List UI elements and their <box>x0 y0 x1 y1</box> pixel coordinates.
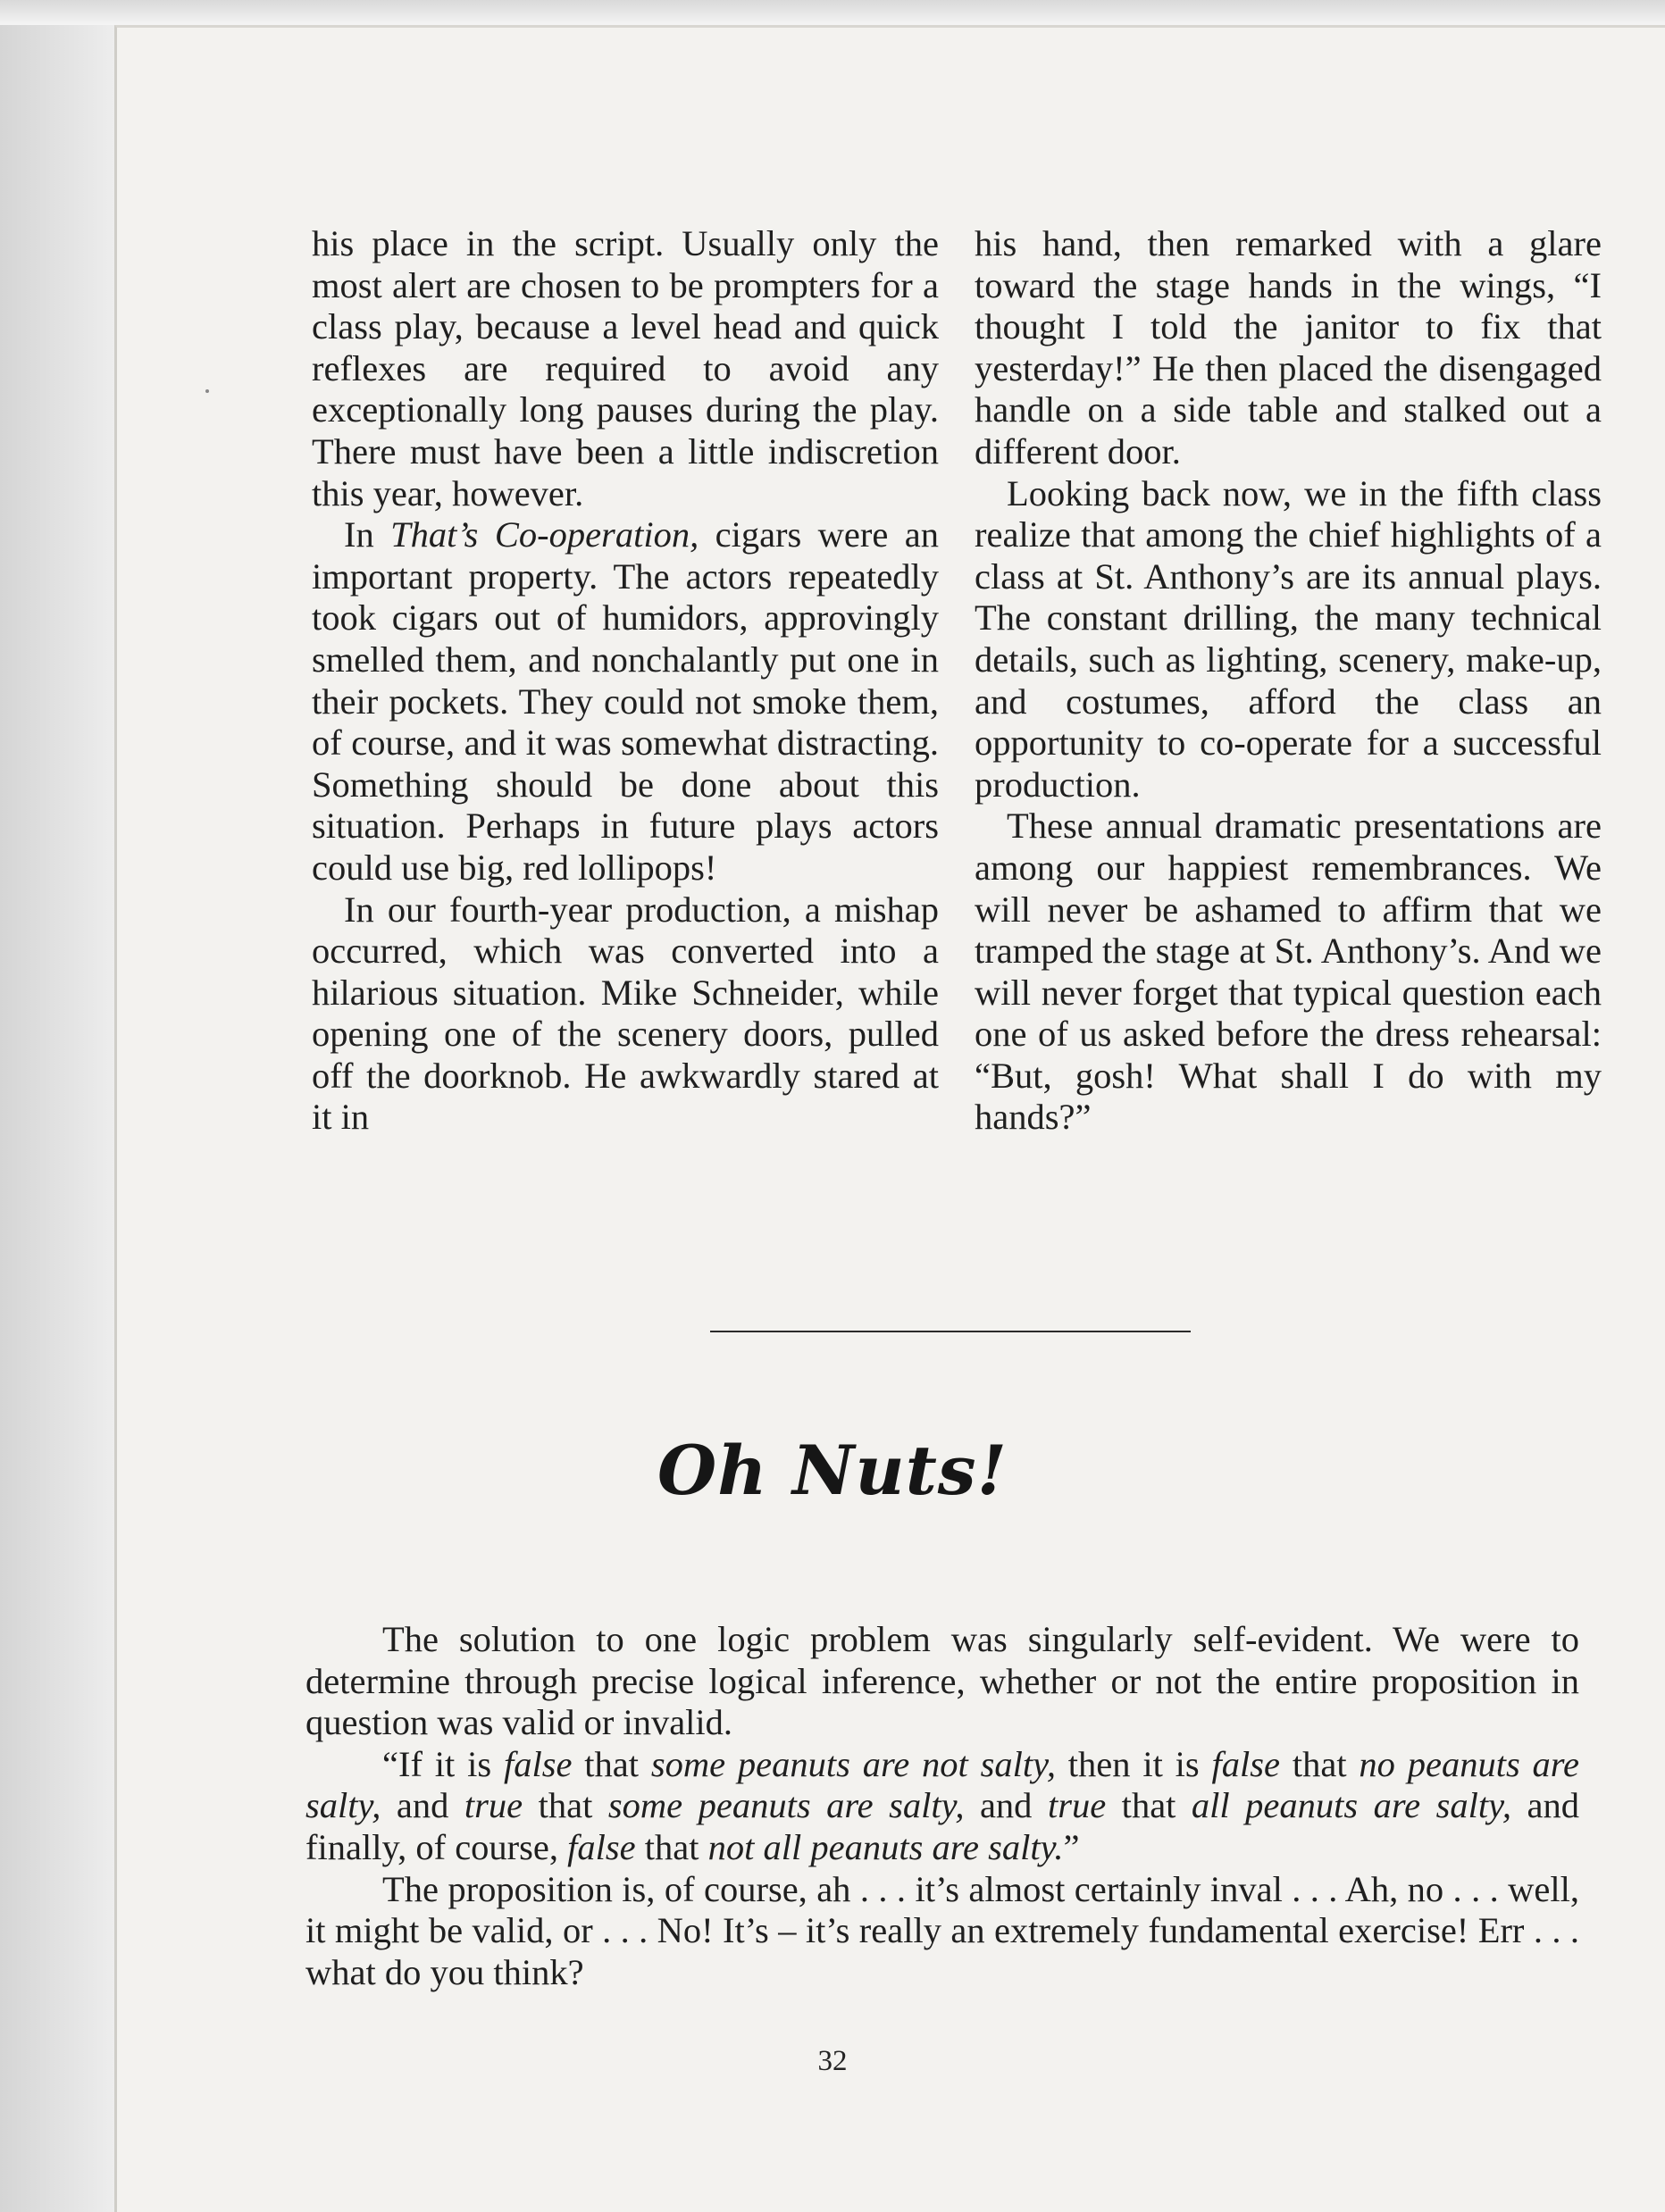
paragraph <box>312 223 939 514</box>
section-heading: Oh Nuts! <box>657 1431 1008 1510</box>
italic-run: all peanuts are salty, <box>1191 1785 1512 1826</box>
italic-run: true <box>1047 1785 1107 1826</box>
text-run: ” <box>1063 1826 1080 1867</box>
paragraph <box>975 806 1602 1139</box>
paragraph <box>312 889 939 1139</box>
scan-top-edge <box>0 0 1665 25</box>
scan-speck <box>205 389 209 393</box>
text-run: and <box>381 1785 464 1826</box>
text-run: that <box>1106 1785 1192 1826</box>
text-run: The proposition is, of course, ah . . . it’s almost certainly inval . . . Ah, no . . . well, it might be valid, or . . . No! It’s – it’s really an extremely fundamental exercise! Err . . . what do you think? <box>305 1868 1579 1992</box>
text-run: his place in the script. Usually only the most alert are chosen to be prompters for a class play, because a level head and quick reflexes are required to avoid any exceptionally long pauses during the play. There must have been a little indiscretion this year, however. <box>312 223 939 513</box>
scan-left-edge <box>0 25 114 2212</box>
page-number: 32 <box>817 2045 848 2077</box>
text-run: that <box>635 1826 708 1867</box>
text-run: These annual dramatic presentations are among our happiest remembrances. We will never be ashamed to affirm that we tramped the stage at St. Anthony’s. And we will never forget that typical question each one of us asked before the dress rehearsal: “But, gosh! What shall I do with my hands?” <box>975 806 1602 1138</box>
paragraph <box>975 473 1602 806</box>
italic-run: some peanuts are salty, <box>607 1785 965 1826</box>
paragraph <box>312 514 939 889</box>
paragraph <box>305 1619 1579 1744</box>
text-run: In our fourth-year production, a mishap occurred, which was converted into a hilarious situation. Mike Schneider, while opening one of the scenery doors, pulled off the doorknob. He awkwardly stared at it in <box>312 889 939 1138</box>
text-run: that <box>1280 1743 1360 1784</box>
logic-puzzle-text <box>305 1619 1579 1993</box>
italic-run: false <box>1211 1743 1281 1784</box>
left-column <box>312 223 939 1139</box>
text-run: that <box>572 1743 651 1784</box>
text-run: Looking back now, we in the fifth class realize that among the chief highlights of a class at St. Anthony’s are its annual plays. The constant drilling, the many technical details, such as lighting, scenery, make-up, and costumes, afford the class an opportunity to co-operate for a successful production. <box>975 472 1602 805</box>
italic-run: That’s Co-operation, <box>390 514 699 555</box>
text-run: In <box>344 514 391 555</box>
text-run: that <box>523 1785 608 1826</box>
paragraph <box>305 1744 1579 1869</box>
italic-run: false <box>503 1743 573 1784</box>
italic-run: true <box>464 1785 523 1826</box>
text-run: The solution to one logic problem was singularly self-evident. We were to determine through precise logical inference, whether or not the entire proposition in question was valid or invalid. <box>305 1619 1579 1743</box>
italic-run: not all peanuts are salty. <box>707 1826 1064 1867</box>
italic-run: no peanuts are salty, <box>305 1743 1580 1826</box>
paragraph <box>305 1869 1579 1994</box>
text-run: and finally, of course, <box>305 1785 1580 1867</box>
text-run: his hand, then remarked with a glare toward the stage hands in the wings, “I thought I told the janitor to fix that yesterday!” He then placed the disengaged handle on a side table and stalked out a different door. <box>975 223 1602 472</box>
section-divider <box>710 1331 1191 1332</box>
text-run: then it is <box>1055 1743 1212 1784</box>
text-run: cigars were an important property. The actors repeatedly took cigars out of humidors, approvingly smelled them, and nonchalantly put one in their pockets. They could not smoke them, of course, and it was somewhat distracting. Something should be done about this situation. Perhaps in future plays actors could use big, red lollipops! <box>312 514 939 888</box>
italic-run: false <box>567 1826 636 1867</box>
text-run: and <box>964 1785 1048 1826</box>
right-column <box>975 223 1602 1139</box>
italic-run: some peanuts are not salty, <box>650 1743 1056 1784</box>
text-run: “If it is <box>382 1743 504 1784</box>
paragraph <box>975 223 1602 473</box>
